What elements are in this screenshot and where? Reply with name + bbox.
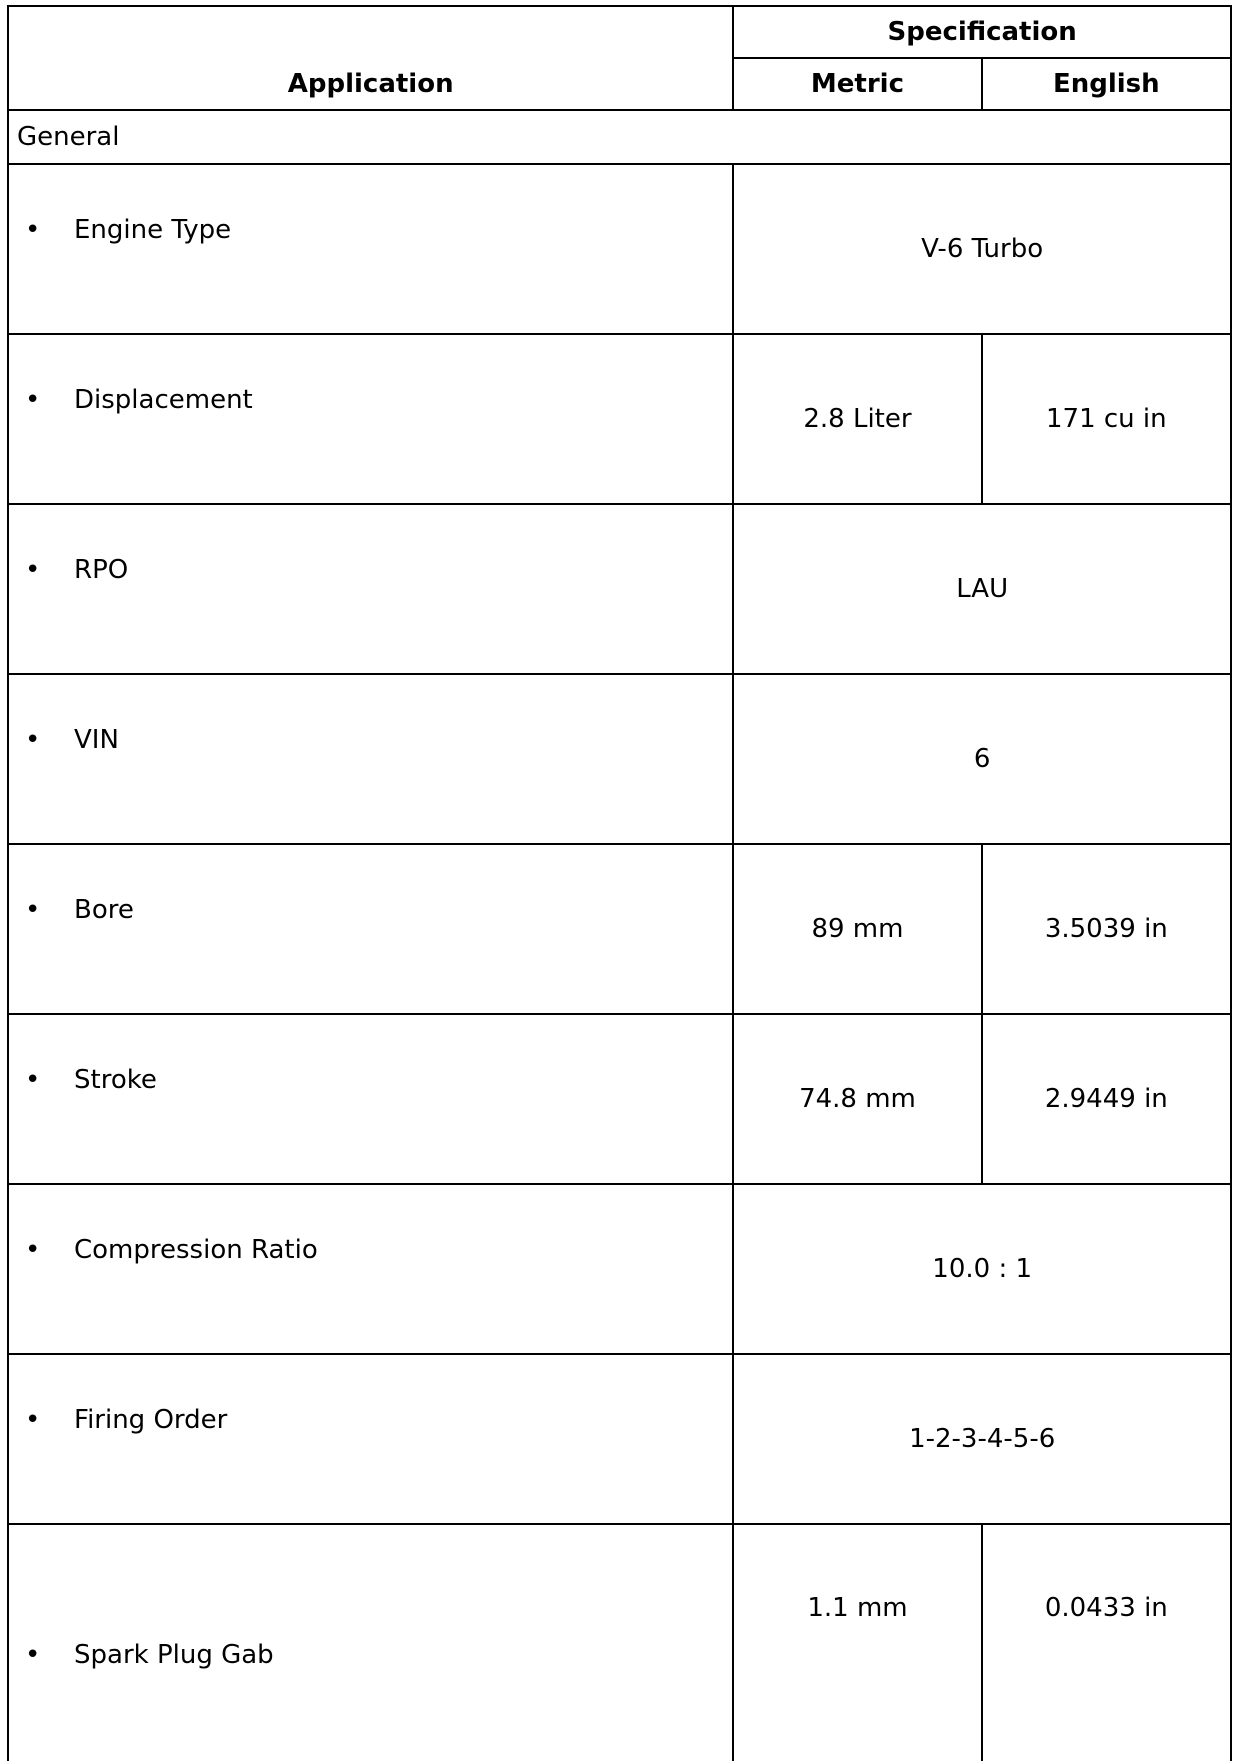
metric-value: 1.1 mm (807, 1593, 908, 1623)
application-cell (8, 674, 733, 844)
table-row (8, 1524, 1231, 1761)
table-row (8, 1354, 1231, 1524)
section-label: General (17, 122, 120, 152)
metric-value-cell (733, 334, 981, 504)
table-row (8, 504, 1231, 674)
metric-value: 2.8 Liter (803, 404, 912, 434)
combined-value-cell (733, 1354, 1231, 1524)
bullet-icon: • (25, 725, 41, 755)
english-header-label: English (1052, 69, 1160, 99)
row-label: Engine Type (74, 215, 232, 245)
combined-value: V-6 Turbo (921, 234, 1044, 264)
table-row (8, 1184, 1231, 1354)
english-value: 0.0433 in (1044, 1593, 1168, 1623)
bullet-icon: • (25, 215, 41, 245)
row-label: Displacement (74, 385, 253, 415)
metric-header-label: Metric (810, 69, 905, 99)
combined-value-cell (733, 504, 1231, 674)
metric-value-cell (733, 1524, 981, 1761)
bullet-icon: • (25, 555, 41, 585)
row-label: Spark Plug Gab (74, 1640, 274, 1670)
metric-value-cell (733, 1014, 981, 1184)
application-cell (8, 334, 733, 504)
application-cell (8, 1184, 733, 1354)
english-value-cell (982, 1524, 1231, 1761)
combined-value: LAU (956, 574, 1009, 604)
row-label: VIN (74, 725, 119, 755)
application-cell (8, 844, 733, 1014)
table-row (8, 164, 1231, 334)
section-general (8, 110, 1231, 164)
combined-value-cell (733, 1184, 1231, 1354)
engine-spec-table (7, 5, 1232, 1761)
combined-value: 1-2-3-4-5-6 (909, 1424, 1056, 1454)
english-value-cell (982, 1014, 1231, 1184)
metric-value: 74.8 mm (799, 1084, 916, 1114)
metric-value: 89 mm (811, 914, 904, 944)
bullet-icon: • (25, 385, 41, 415)
bullet-icon: • (25, 1640, 41, 1670)
bullet-icon: • (25, 1065, 41, 1095)
application-cell (8, 1014, 733, 1184)
table-row (8, 1014, 1231, 1184)
table-row (8, 674, 1231, 844)
row-label: Firing Order (74, 1405, 228, 1435)
row-label: RPO (74, 555, 129, 585)
english-value-cell (982, 334, 1231, 504)
row-label: Compression Ratio (74, 1235, 318, 1265)
application-header (8, 6, 733, 110)
english-value: 2.9449 in (1044, 1084, 1168, 1114)
bullet-icon: • (25, 1405, 41, 1435)
application-header-label: Application (287, 69, 454, 99)
application-cell (8, 504, 733, 674)
metric-value-cell (733, 844, 981, 1014)
application-cell (8, 1524, 733, 1761)
application-cell (8, 1354, 733, 1524)
english-value: 171 cu in (1045, 404, 1167, 434)
english-value-cell (982, 844, 1231, 1014)
combined-value: 10.0 : 1 (932, 1254, 1033, 1284)
application-cell (8, 164, 733, 334)
english-header (982, 58, 1231, 110)
bullet-icon: • (25, 895, 41, 925)
english-value: 3.5039 in (1044, 914, 1168, 944)
row-label: Bore (74, 895, 134, 925)
combined-value-cell (733, 674, 1231, 844)
specification-header (733, 6, 1231, 58)
combined-value-cell (733, 164, 1231, 334)
table-row (8, 334, 1231, 504)
metric-header (733, 58, 981, 110)
table-row (8, 844, 1231, 1014)
bullet-icon: • (25, 1235, 41, 1265)
specification-header-label: Specification (887, 17, 1077, 47)
combined-value: 6 (973, 744, 991, 774)
row-label: Stroke (74, 1065, 157, 1095)
